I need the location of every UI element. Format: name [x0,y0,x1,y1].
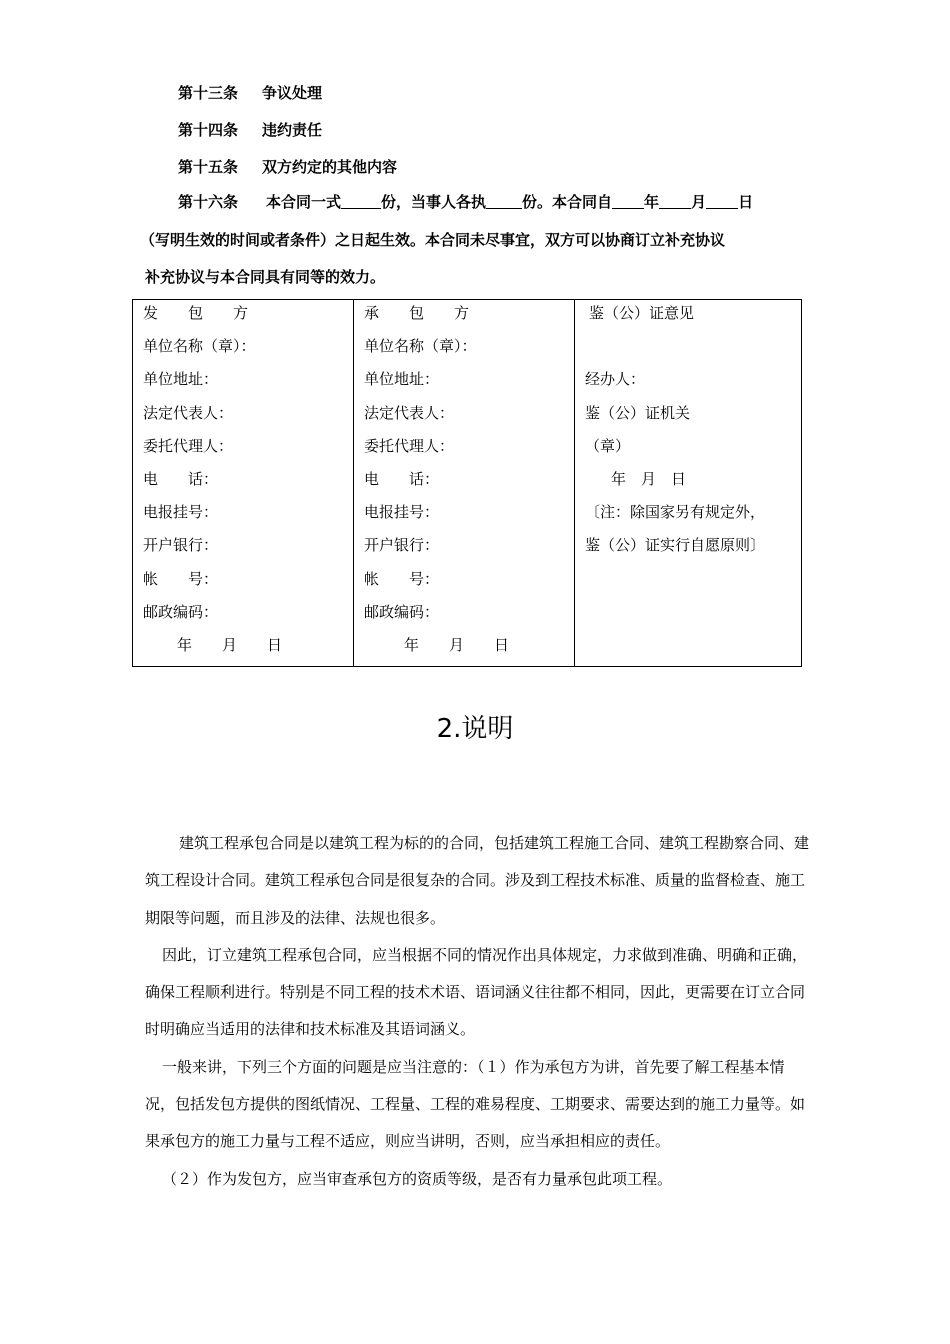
notarization-header: 鉴（公）证意见 [589,304,695,322]
field-label: 委托代理人： [364,436,455,455]
field-label: 单位地址： [364,370,440,389]
field-label: 单位名称（章）： [364,337,477,356]
article-title: 双方约定的其他内容 [262,158,398,176]
field-label: 开户银行： [364,536,440,555]
article-13 [178,82,322,103]
article-14 [178,119,322,140]
field-label: 法定代表人： [364,403,455,422]
notarization-cell [575,300,802,667]
field-label: 邮政编码： [364,602,440,621]
field-label: 法定代表人： [143,403,234,422]
field-label: 开户银行： [143,536,219,555]
date-label: 年 月 日 [404,635,510,654]
field-label: 委托代理人： [143,436,234,455]
field-label: 电 话： [143,469,219,488]
article-number: 第十五条 [178,158,239,176]
article-number: 第十六条 [178,193,239,211]
field-label: 电 话： [364,469,440,488]
blank-each-copies[interactable] [486,194,522,209]
article-16-line-1: 第十六条 本合同一式 份，当事人各执 份。本合同自 年 月 日 [145,184,807,222]
paragraph: 建筑工程承包合同是以建筑工程为标的的合同，包括建筑工程施工合同、建筑工程勘察合同、建筑工程设计合同。建筑工程承包合同是很复杂的合同。涉及到工程技术标准、质量的监督检查、施工期限等问题，而且涉及的法律、法规也很多。 [145,834,810,927]
field-label: 电报挂号： [143,503,219,522]
paragraph: 因此，订立建筑工程承包合同，应当根据不同的情况作出具体规定，力求做到准确、明确和正确，确保工程顺利进行。特别是不同工程的技术术语、语词涵义往往都不相同，因此，更需要在订立合同时明确应当适用的法律和技术标准及其语词涵义。 [145,945,808,1039]
seal-label: （章） [585,436,631,455]
article-16-line-2: （写明生效的时间或者条件）之日起生效。本合同未尽事宜，双方可以协商订立补充协议 [140,230,726,249]
field-label: 电报挂号： [364,503,440,522]
article-title: 争议处理 [262,84,323,102]
contractor-header: 发 包 方 [143,304,249,322]
paragraph: 一般来讲，下列三个方面的问题是应当注意的：（１）作为承包方为讲，首先要了解工程基本情况，包括发包方提供的图纸情况、工程量、工程的难易程度、工期要求、需要达到的施工力量等。如果承包方的施工力量与工程不适应，则应当讲明，否则，应当承担相应的责任。 [145,1057,806,1151]
note-line: 〔注：除国家另有规定外， [585,503,766,522]
handler-label: 经办人： [585,370,646,389]
authority-label: 鉴（公）证机关 [585,403,691,422]
article-16 [140,184,807,297]
article-16-line-3: 补充协议与本合同具有同等的效力。 [145,268,386,286]
contractee-party-cell [354,300,575,667]
blank-copies[interactable] [341,194,381,209]
contractor-party-cell [133,300,354,667]
section-title: 2.说明 [436,714,514,744]
field-label: 单位地址： [143,370,219,389]
signature-table [132,299,802,667]
explanation-body [145,825,809,1198]
blank-day[interactable] [706,194,738,209]
blank-month[interactable] [659,194,691,209]
date-label: 年 月 日 [611,469,687,488]
blank-year[interactable] [612,194,644,209]
field-label: 邮政编码： [143,602,219,621]
article-15 [178,156,397,177]
note-line: 鉴（公）证实行自愿原则〕 [585,536,766,555]
paragraph: （２）作为发包方，应当审查承包方的资质等级，是否有力量承包此项工程。 [162,1169,673,1188]
field-label: 单位名称（章）： [143,337,256,356]
contractee-header: 承 包 方 [364,304,470,322]
article-title: 违约责任 [262,121,323,139]
article-number: 第十四条 [178,121,239,139]
date-label: 年 月 日 [177,635,283,654]
article-number: 第十三条 [178,84,239,102]
field-label: 帐 号： [143,569,219,588]
field-label: 帐 号： [364,569,440,588]
